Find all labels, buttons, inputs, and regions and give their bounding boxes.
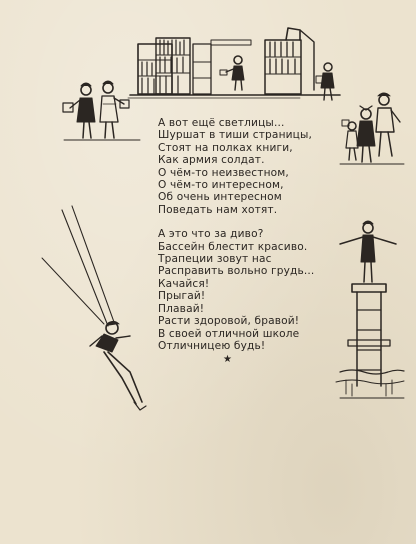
two-girls-illustration [63, 81, 140, 140]
poem-line: В своей отличной школе [158, 327, 300, 340]
poem-line: О чём-то неизвестном, [158, 166, 289, 179]
poem-line: Расправить вольно грудь... [158, 265, 315, 278]
poem-line: А вот ещё светлицы... [158, 117, 285, 129]
poem-line: Плавай! [158, 302, 205, 315]
trapeze-illustration [42, 206, 146, 410]
poem-line: Как армия солдат. [158, 154, 265, 167]
poem-line: А это что за диво? [158, 228, 264, 241]
poem-line: Об очень интересном [158, 191, 282, 204]
poem-line: Трапеции зовут нас [158, 253, 272, 266]
poem-stanza-1 [158, 117, 378, 216]
star-icon: ★ [223, 354, 232, 365]
poem-line: Качайся! [158, 277, 210, 290]
poem-line: Стоят на полках книги, [158, 141, 293, 154]
poem-line: Поведать нам хотят. [158, 203, 278, 216]
poem-line: Прыгай! [158, 290, 206, 303]
poem [158, 117, 378, 352]
poem-line: Расти здоровой, бравой! [158, 315, 300, 328]
poem-line: Бассейн блестит красиво. [158, 240, 308, 253]
poem-line: Отличницею будь! [158, 339, 266, 352]
poem-stanza-2 [158, 228, 378, 352]
poem-line: О чём-то интересном, [158, 179, 284, 192]
library-shelves-illustration [128, 28, 340, 100]
poem-line: Шуршат в тиши страницы, [158, 129, 313, 142]
